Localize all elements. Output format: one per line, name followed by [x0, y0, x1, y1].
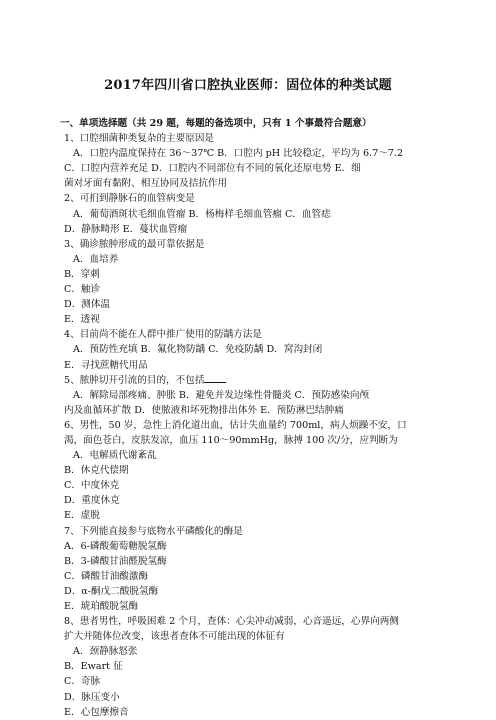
- question-stem: 6、男性，50 岁，急性上消化道出血，估计失血量约 700ml，病人烦躁不安，口: [64, 419, 407, 431]
- question-line: A．口腔内温度保持在 36～37℃ B．口腔内 pH 比较稳定，平均为 6.7～7.2: [73, 148, 404, 160]
- document-title: 2017年四川省口腔执业医师：固位体的种类试题: [104, 78, 392, 93]
- question-line: 菌对牙面有黏附、相互协同及拮抗作用: [64, 178, 228, 190]
- question-stem-text: 5、脓肿切开引流的目的，不包括: [64, 374, 205, 386]
- question-line: 渴，面色苍白，皮肤发凉，血压 110～90mmHg，脉搏 100 次/分，应判断为: [64, 434, 398, 446]
- answer-blank: [204, 373, 226, 383]
- option: C．中度休克: [64, 480, 120, 492]
- question-line: 扩大并随体位改变，该患者查体不可能出现的体征有: [64, 631, 285, 643]
- option: B．Ewart 征: [64, 661, 123, 673]
- question-stem: 1、口腔细菌种类复杂的主要原因是: [64, 133, 215, 145]
- option: C．触诊: [64, 284, 101, 296]
- option: B．3-磷酸甘油醛脱氢酶: [64, 555, 167, 567]
- option: A．6-磷酸葡萄糖脱氢酶: [64, 540, 167, 552]
- option: E．琥珀酸脱氢酶: [64, 601, 139, 612]
- question-line: A．预防性充填 B．氟化物防龋 C．免疫防龋 D．窝沟封闭: [73, 344, 323, 356]
- option: D．重度休克: [64, 495, 120, 507]
- option: D．测体温: [64, 299, 111, 311]
- option: E．虚脱: [64, 510, 100, 522]
- option: A．电解质代谢紊乱: [73, 450, 157, 462]
- option: C．磷酸甘油酸激酶: [64, 570, 149, 582]
- question-stem: 7、下列能直接参与底物水平磷酸化的酶是: [64, 525, 243, 537]
- question-line: 内及血循环扩散 D．使脓液和坏死物排出体外 E．预防淋巴结肿痛: [64, 404, 344, 416]
- question-stem: 8、患者男性，呼吸困难 2 个月，查体：心尖冲动减弱，心音遥远，心界向两侧: [64, 616, 399, 628]
- option: B．休克代偿期: [64, 465, 129, 477]
- question-stem: 2、可扪到静脉石的血管病变是: [64, 193, 195, 205]
- option: D．α-酮戊二酸脱氢酶: [64, 585, 159, 597]
- question-line: D．静脉畸形 E．蔓状血管瘤: [64, 223, 188, 235]
- question-stem: 4、目前尚不能在人群中推广使用的防龋方法是: [64, 329, 262, 341]
- document-body: [60, 116, 444, 720]
- option: E．透视: [64, 314, 100, 326]
- question-stem: [60, 373, 444, 388]
- question-line: C．口腔内营养充足 D．口腔内不同部位有不同的氧化还原电势 E．细: [64, 163, 361, 175]
- option: A．颈静脉怒张: [73, 646, 138, 658]
- question-line: A．葡萄酒斑状毛细血管瘤 B．杨梅样毛细血管瘤 C．血管痣: [73, 208, 331, 220]
- section-heading: 一、单项选择题（共 29 题，每题的备选项中，只有 1 个事最符合题意）: [60, 118, 372, 129]
- option: E．心包摩擦音: [64, 706, 129, 718]
- option: A．血培养: [73, 253, 119, 265]
- option: D．脉压变小: [64, 691, 120, 703]
- question-line: E．寻找蔗糖代用品: [64, 359, 148, 371]
- question-line: A．解除局部疼痛、肿胀 B．避免并发边缘性骨髓炎 C．预防感染向颅: [73, 389, 370, 401]
- question-stem: 3、确诊脓肿形成的最可靠依据是: [64, 238, 205, 250]
- option: B．穿刺: [64, 268, 100, 280]
- option: C．奇脉: [64, 676, 101, 688]
